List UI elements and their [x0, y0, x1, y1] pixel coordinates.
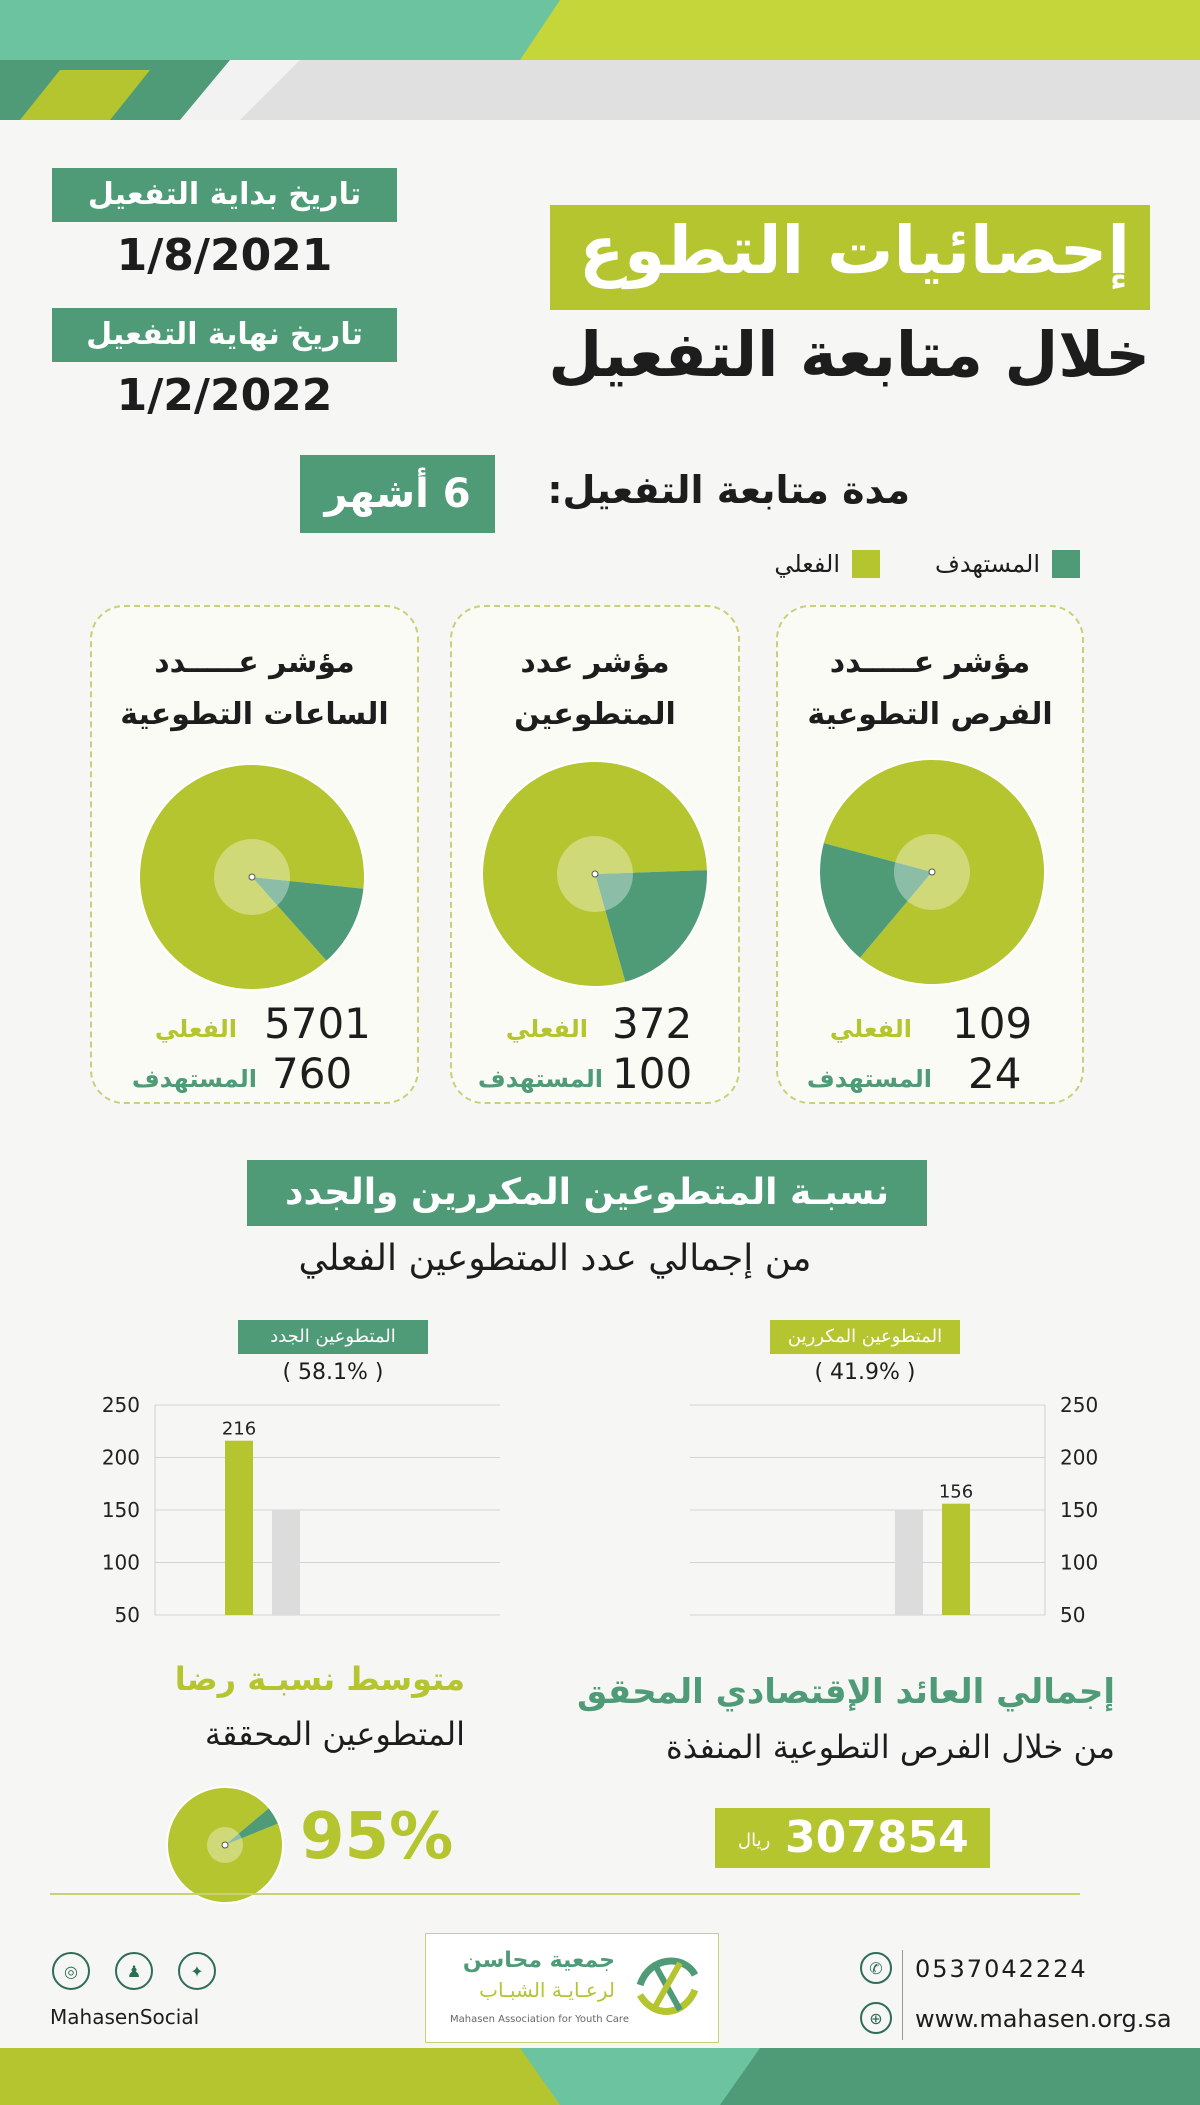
tick-label: 250 — [1060, 1393, 1099, 1417]
tick-label: 100 — [101, 1550, 140, 1575]
satisfaction-pie — [165, 1785, 285, 1905]
legend-target-label: المستهدف — [934, 550, 1040, 578]
target-label: المستهدف — [806, 1065, 932, 1093]
website[interactable]: www.mahasen.org.sa — [915, 2005, 1172, 2033]
phone-icon[interactable]: ✆ — [860, 1952, 892, 1984]
footer-contact-divider — [902, 1950, 903, 2040]
logo-name-ar: جمعية محاسن — [462, 1948, 615, 1973]
indicator-card-opportunities — [776, 605, 1084, 1104]
card-title-line2: الساعات التطوعية — [120, 697, 389, 732]
economic-subtitle: من خلال الفرص التطوعية المنفذة — [665, 1728, 1115, 1766]
bar-actual — [942, 1504, 970, 1615]
satisfaction-subtitle: المتطوعين المحققة — [204, 1715, 465, 1753]
ratio-subtitle: من إجمالي عدد المتطوعين الفعلي — [298, 1238, 812, 1279]
top-banner — [0, 0, 1200, 130]
indicator-card-hours — [90, 605, 419, 1104]
card-title-line2: الفرص التطوعية — [807, 697, 1053, 732]
instagram-icon[interactable]: ◎ — [52, 1952, 90, 1990]
new-volunteers-percent: ( 58.1% ) — [282, 1360, 384, 1385]
pie-center-dot — [222, 1842, 228, 1848]
card-title-line2: المتطوعين — [514, 697, 676, 732]
bar-target — [272, 1510, 300, 1615]
bar-actual — [225, 1441, 253, 1615]
logo-mark-icon — [630, 1945, 705, 2025]
actual-label: الفعلي — [505, 1015, 588, 1043]
tick-label: 100 — [1060, 1550, 1099, 1575]
footer-divider — [50, 1893, 1080, 1895]
legend-target-swatch — [1052, 550, 1080, 578]
snapchat-icon[interactable]: ♟ — [115, 1952, 153, 1990]
start-date-label: تاريخ بداية التفعيل — [52, 168, 397, 222]
social-handle: MahasenSocial — [50, 2005, 200, 2029]
target-value: 760 — [272, 1049, 353, 1098]
actual-value: 109 — [952, 999, 1033, 1048]
satisfaction-value: 95% — [300, 1800, 454, 1874]
phone-number[interactable]: 0537042224 — [915, 1955, 1088, 1983]
new-volunteers-tag: المتطوعين الجدد — [238, 1320, 428, 1354]
target-value: 24 — [968, 1049, 1022, 1098]
ratio-title: نسبـة المتطوعين المكررين والجدد — [247, 1160, 927, 1226]
indicator-card-volunteers — [450, 605, 740, 1104]
satisfaction-title: متوسط نسبـة رضا — [174, 1660, 465, 1698]
bar-chart-repeat — [680, 1390, 1100, 1630]
pie-opportunities — [817, 757, 1047, 987]
end-date-label: تاريخ نهاية التفعيل — [52, 308, 397, 362]
tick-label: 150 — [101, 1498, 140, 1522]
tick-label: 200 — [101, 1445, 140, 1470]
bar-target — [895, 1510, 923, 1615]
page-subtitle: خلال متابعة التفعيل — [548, 318, 1150, 391]
pie-hours — [137, 762, 367, 992]
target-label: المستهدف — [131, 1065, 257, 1093]
card-title-line1: مؤشر عدد — [520, 645, 670, 680]
data-label: 156 — [938, 1481, 974, 1503]
logo-subname-ar: لرعـايـة الشبـاب — [479, 1978, 615, 2002]
page-title: إحصائيات التطوع — [579, 212, 1130, 289]
data-label: 216 — [221, 1418, 257, 1440]
twitter-icon[interactable]: ✦ — [178, 1952, 216, 1990]
pie-center-dot — [249, 874, 255, 880]
repeat-volunteers-percent: ( 41.9% ) — [814, 1360, 916, 1385]
repeat-volunteers-tag: المتطوعين المكررين — [770, 1320, 960, 1354]
logo-name-en: Mahasen Association for Youth Care — [450, 2014, 629, 2025]
duration-value: 6 أشهر — [300, 455, 495, 533]
actual-value: 5701 — [264, 999, 371, 1048]
target-value: 100 — [612, 1049, 693, 1098]
legend-actual-swatch — [852, 550, 880, 578]
pie-center-dot — [929, 869, 935, 875]
card-title-line1: مؤشر عـــــدد — [154, 645, 355, 680]
card-title-line1: مؤشر عـــــدد — [829, 645, 1031, 680]
legend-actual-label: الفعلي — [774, 550, 840, 578]
economic-currency: ريال — [738, 1830, 771, 1851]
pie-volunteers — [480, 759, 710, 989]
economic-value: 307854 — [785, 1812, 969, 1863]
tick-label: 50 — [114, 1603, 140, 1627]
economic-title: إجمالي العائد الإقتصادي المحقق — [576, 1672, 1115, 1712]
bar-chart-new — [100, 1390, 520, 1630]
end-date-value: 1/2/2022 — [116, 370, 333, 421]
tick-label: 50 — [1060, 1603, 1086, 1627]
actual-value: 372 — [612, 999, 693, 1048]
target-label: المستهدف — [477, 1065, 603, 1093]
bottom-banner — [0, 2048, 1200, 2105]
start-date-value: 1/8/2021 — [116, 230, 333, 281]
tick-label: 150 — [1060, 1498, 1099, 1522]
actual-label: الفعلي — [154, 1015, 237, 1043]
globe-icon[interactable]: ⊕ — [860, 2002, 892, 2034]
duration-label: مدة متابعة التفعيل: — [547, 468, 910, 512]
tick-label: 250 — [101, 1393, 140, 1417]
pie-center-dot — [592, 871, 598, 877]
tick-label: 200 — [1060, 1445, 1099, 1470]
actual-label: الفعلي — [829, 1015, 912, 1043]
